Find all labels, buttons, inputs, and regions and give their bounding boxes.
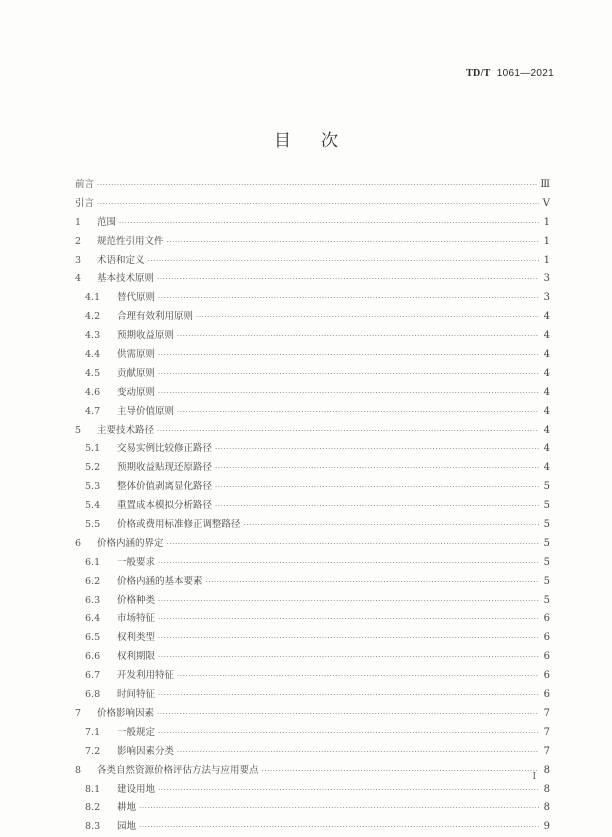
toc-entry[interactable] xyxy=(75,667,550,686)
toc-entry-number: 5.2 xyxy=(85,462,101,474)
toc-entry[interactable] xyxy=(75,610,550,629)
leader-dots xyxy=(158,629,539,648)
leader-dots xyxy=(177,327,539,346)
leader-dots xyxy=(196,308,539,327)
toc-entry-page: 6 xyxy=(543,613,550,625)
leader-dots xyxy=(177,403,539,422)
toc-entry-label: 术语和定义 xyxy=(97,254,145,266)
toc-entry-label: 园地 xyxy=(117,821,137,833)
toc-entry[interactable] xyxy=(75,535,550,554)
toc-entry-number: 8 xyxy=(75,764,82,776)
toc-entry-number: 7 xyxy=(75,707,82,719)
leader-dots xyxy=(206,573,539,592)
toc-entry-page: 7 xyxy=(543,745,550,757)
leader-dots xyxy=(139,818,539,837)
leader-dots xyxy=(167,535,539,554)
toc-entry[interactable] xyxy=(75,629,550,648)
table-of-contents xyxy=(75,176,550,837)
toc-entry-page: 7 xyxy=(543,707,550,719)
toc-entry-number: 5.4 xyxy=(85,500,101,512)
page-title: 目次 xyxy=(274,131,368,151)
standard-number: 1061—2021 xyxy=(496,68,554,79)
toc-entry-number: 2 xyxy=(75,235,82,247)
toc-entry-label: 权利类型 xyxy=(117,632,156,644)
toc-entry-page: 4 xyxy=(543,424,550,436)
toc-entry-page: 1 xyxy=(543,235,550,247)
toc-entry[interactable] xyxy=(75,403,550,422)
toc-entry-page: 8 xyxy=(543,764,550,776)
leader-dots xyxy=(177,667,539,686)
toc-entry-number: 7.2 xyxy=(85,745,101,757)
toc-entry-page: 4 xyxy=(543,405,550,417)
toc-entry-number: 6.8 xyxy=(85,689,101,701)
toc-entry-label: 前言 xyxy=(75,179,95,190)
toc-entry-number: 8.2 xyxy=(85,802,101,814)
toc-entry[interactable] xyxy=(75,308,550,327)
toc-entry-page: 4 xyxy=(543,330,550,342)
toc-entry-page: 5 xyxy=(543,556,550,568)
toc-entry-number: 7.1 xyxy=(85,726,101,738)
leader-dots xyxy=(158,365,539,384)
leader-dots xyxy=(215,459,539,478)
toc-entry-page: 5 xyxy=(543,481,550,493)
toc-entry[interactable] xyxy=(75,459,550,478)
toc-entry-number: 8.3 xyxy=(85,821,101,833)
leader-dots xyxy=(158,781,539,800)
toc-entry-number: 5.3 xyxy=(85,481,101,493)
toc-entry[interactable] xyxy=(75,422,550,441)
toc-entry-label: 影响因素分类 xyxy=(117,745,175,757)
toc-entry-page: 1 xyxy=(543,216,550,228)
toc-entry-label: 主要技术路径 xyxy=(97,424,155,436)
toc-entry[interactable] xyxy=(75,365,550,384)
leader-dots xyxy=(158,289,539,308)
toc-entry-page: 5 xyxy=(543,575,550,587)
toc-entry-number: 8.1 xyxy=(85,783,101,795)
leader-dots xyxy=(158,610,539,629)
toc-entry-page: 4 xyxy=(543,349,550,361)
leader-dots xyxy=(158,686,539,705)
toc-entry-label: 预期收益贴现还原路径 xyxy=(117,462,213,474)
toc-entry-label: 价格内涵的界定 xyxy=(97,537,164,549)
toc-entry-number: 6.6 xyxy=(85,651,101,663)
toc-entry-label: 预期收益原则 xyxy=(117,330,175,342)
toc-entry[interactable] xyxy=(75,648,550,667)
toc-entry-number: 6.5 xyxy=(85,632,101,644)
toc-entry-number: 4.5 xyxy=(85,367,101,379)
toc-entry-page: 7 xyxy=(543,726,550,738)
toc-entry[interactable] xyxy=(75,724,550,743)
toc-entry-number: 4.2 xyxy=(85,311,101,323)
toc-entry[interactable] xyxy=(75,440,550,459)
toc-entry-label: 权利期限 xyxy=(117,651,156,663)
toc-entry-label: 价格或费用标准修正调整路径 xyxy=(117,519,241,531)
toc-entry[interactable] xyxy=(75,781,550,800)
toc-entry-page: 4 xyxy=(543,462,550,474)
leader-dots xyxy=(158,648,539,667)
toc-entry-page: Ⅲ xyxy=(540,179,550,190)
leader-dots xyxy=(97,176,537,195)
toc-entry-page: 1 xyxy=(543,254,550,266)
toc-entry-label: 规范性引用文件 xyxy=(97,235,164,247)
toc-entry-number: 4.3 xyxy=(85,330,101,342)
leader-dots xyxy=(158,384,539,403)
toc-entry-number: 6.2 xyxy=(85,575,101,587)
leader-dots xyxy=(158,592,539,611)
toc-entry-page: 4 xyxy=(543,386,550,398)
toc-entry-label: 主导价值原则 xyxy=(117,405,175,417)
toc-entry-label: 变动原则 xyxy=(117,386,156,398)
toc-entry[interactable] xyxy=(75,686,550,705)
toc-entry-label: 建设用地 xyxy=(117,783,156,795)
toc-entry[interactable] xyxy=(75,384,550,403)
leader-dots xyxy=(244,516,539,535)
leader-dots xyxy=(157,270,539,289)
toc-entry[interactable] xyxy=(75,478,550,497)
toc-entry-label: 重置成本模拟分析路径 xyxy=(117,500,213,512)
toc-entry[interactable] xyxy=(75,289,550,308)
toc-entry[interactable] xyxy=(75,214,550,233)
toc-entry-page: 6 xyxy=(543,632,550,644)
toc-entry-label: 时间特征 xyxy=(117,689,156,701)
leader-dots xyxy=(167,233,539,252)
toc-entry-label: 市场特征 xyxy=(117,613,156,625)
leader-dots xyxy=(215,497,539,516)
toc-entry[interactable] xyxy=(75,270,550,289)
toc-entry-label: 贡献原则 xyxy=(117,367,156,379)
toc-entry-number: 3 xyxy=(75,254,82,266)
leader-dots xyxy=(262,762,539,781)
toc-entry-page: 6 xyxy=(543,689,550,701)
toc-entry-label: 价格内涵的基本要素 xyxy=(117,575,203,587)
toc-entry[interactable] xyxy=(75,516,550,535)
toc-entry[interactable] xyxy=(75,233,550,252)
leader-dots xyxy=(119,214,539,233)
toc-entry-page: 4 xyxy=(543,311,550,323)
leader-dots xyxy=(158,554,539,573)
toc-entry[interactable] xyxy=(75,762,550,781)
leader-dots xyxy=(177,743,539,762)
toc-entry-label: 交易实例比较修正路径 xyxy=(117,443,213,455)
toc-entry-number: 4.6 xyxy=(85,386,101,398)
toc-entry-label: 供需原则 xyxy=(117,349,156,361)
toc-entry-page: 4 xyxy=(543,443,550,455)
leader-dots xyxy=(97,195,539,214)
toc-entry-label: 一般要求 xyxy=(117,556,156,568)
toc-entry-label: 开发利用特征 xyxy=(117,670,175,682)
standard-prefix: TD/T xyxy=(466,68,491,79)
footer-page-number: I xyxy=(532,772,536,782)
leader-dots xyxy=(158,724,539,743)
toc-entry-page: 5 xyxy=(543,594,550,606)
toc-entry-page: 5 xyxy=(543,500,550,512)
leader-dots xyxy=(157,705,539,724)
toc-entry-label: 一般规定 xyxy=(117,726,156,738)
toc-entry-page: 5 xyxy=(543,519,550,531)
leader-dots xyxy=(215,478,539,497)
toc-entry-number: 4.7 xyxy=(85,405,101,417)
leader-dots xyxy=(158,346,539,365)
toc-entry-number: 1 xyxy=(75,216,82,228)
toc-entry-label: 基本技术原则 xyxy=(97,273,155,285)
toc-entry-page: 3 xyxy=(543,292,550,304)
toc-entry-number: 4 xyxy=(75,273,82,285)
toc-entry-label: 各类自然资源价格评估方法与应用要点 xyxy=(97,764,259,776)
standard-code xyxy=(466,68,554,79)
toc-entry-page: 4 xyxy=(543,367,550,379)
toc-entry[interactable] xyxy=(75,176,550,195)
leader-dots xyxy=(148,252,539,271)
toc-entry[interactable] xyxy=(75,705,550,724)
toc-entry-label: 整体价值剥离显化路径 xyxy=(117,481,213,493)
toc-entry-label: 替代原则 xyxy=(117,292,156,304)
toc-entry[interactable] xyxy=(75,252,550,271)
toc-entry-number: 5 xyxy=(75,424,82,436)
toc-entry[interactable] xyxy=(75,554,550,573)
toc-entry[interactable] xyxy=(75,592,550,611)
toc-entry-number: 4.4 xyxy=(85,349,101,361)
leader-dots xyxy=(139,799,539,818)
toc-entry[interactable] xyxy=(75,346,550,365)
toc-entry-number: 5.5 xyxy=(85,519,101,531)
toc-entry-label: 范围 xyxy=(97,216,117,228)
toc-entry-page: Ⅴ xyxy=(542,197,550,209)
toc-entry[interactable] xyxy=(75,818,550,837)
toc-entry-page: 8 xyxy=(543,802,550,814)
toc-entry[interactable] xyxy=(75,573,550,592)
leader-dots xyxy=(215,440,539,459)
toc-entry[interactable] xyxy=(75,497,550,516)
toc-entry-number: 6 xyxy=(75,537,82,549)
toc-entry-label: 耕地 xyxy=(117,802,137,814)
toc-entry-label: 价格种类 xyxy=(117,594,156,606)
toc-entry[interactable] xyxy=(75,327,550,346)
toc-entry-page: 3 xyxy=(543,273,550,285)
toc-entry-number: 4.1 xyxy=(85,292,101,304)
toc-entry[interactable] xyxy=(75,743,550,762)
toc-entry-page: 8 xyxy=(543,783,550,795)
toc-entry-label: 引言 xyxy=(75,197,95,209)
toc-entry[interactable] xyxy=(75,799,550,818)
toc-entry-label: 合理有效利用原则 xyxy=(117,311,194,323)
toc-entry-number: 6.7 xyxy=(85,670,101,682)
toc-entry-page: 6 xyxy=(543,670,550,682)
toc-entry-label: 价格影响因素 xyxy=(97,707,155,719)
toc-entry[interactable] xyxy=(75,195,550,214)
toc-entry-number: 6.3 xyxy=(85,594,101,606)
toc-entry-number: 6.1 xyxy=(85,556,101,568)
toc-entry-page: 9 xyxy=(543,821,550,833)
leader-dots xyxy=(157,422,539,441)
toc-entry-number: 6.4 xyxy=(85,613,101,625)
toc-entry-number: 5.1 xyxy=(85,443,101,455)
toc-entry-page: 5 xyxy=(543,537,550,549)
toc-entry-page: 6 xyxy=(543,651,550,663)
